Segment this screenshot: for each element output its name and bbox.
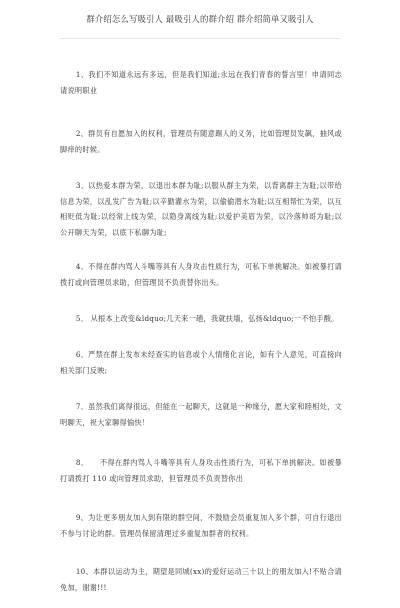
rule-paragraph-8: 8、 不得在群内骂人斗嘴等具有人身攻击性质行为，可私下单挑解决。如被暴打请拨打 110 或向管理员求助，但管理员不负责替你出 [60,458,342,483]
rule-paragraph-1: 1、我们不知道永远有多远，但是我们知道;永远在我们青春的誓言里！申请同志请说明职业 [60,70,342,95]
title-divider [60,38,340,39]
rule-paragraph-10: 10、本群以运动为主，期望是同城(xx)的爱好运动三十以上的朋友加入!不贴合请免加，谢谢!!! [60,567,342,592]
rule-paragraph-6: 6、严禁在群上发布未经查实的信息或个人情绪化言论，如有个人意见，可直接向相关部门反映; [60,350,342,375]
rule-paragraph-3: 3、以热爱本群为荣，以退出本群为耻;以服从群主为荣，以背离群主为耻;以带给信息为荣，以乱发广告为耻;以辛勤灌水为荣，以偷偷潜水为耻;以互相帮忙为荣，以互相贬低为耻;以经常上线为荣，以隐身离线为耻;以爱护美眉为荣，以冷落帅哥为耻;以公开聊天为荣，以底下私聊为耻; [60,181,342,237]
rule-paragraph-4: 4、不得在群内骂人斗嘴等具有人身攻击性质行为，可私下单挑解决。如被暴打请拨打或向管理员求助，但管理员不负责替你出头。 [60,262,342,287]
page-title: 群介绍怎么写吸引人 最吸引人的群介绍 群介绍简单又吸引人 [86,14,314,24]
rule-paragraph-5: 5、 从根本上改变&ldquo;几天来一趟，我就扶墙，弘扬&ldquo;一不怕手酸。 [75,314,339,323]
rule-paragraph-9: 9、为让更多朋友加入到有限的群空间，不鼓励会员重复加入多个群，可自行退出不参与讨论的群。管理员保留清理过多重复加群者的权利。 [60,513,342,538]
rule-paragraph-2: 2、群员有自愿加入的权利，管理员有随意踢人的义务，比如管理员发飙，抽风或脚痒的时候。 [60,129,342,154]
rule-paragraph-7: 7、虽然我们离得很远，但能在一起聊天，这就是一种缘分，愿大家和睦相处，文明聊天，祝大家聊得愉快！ [60,402,342,427]
